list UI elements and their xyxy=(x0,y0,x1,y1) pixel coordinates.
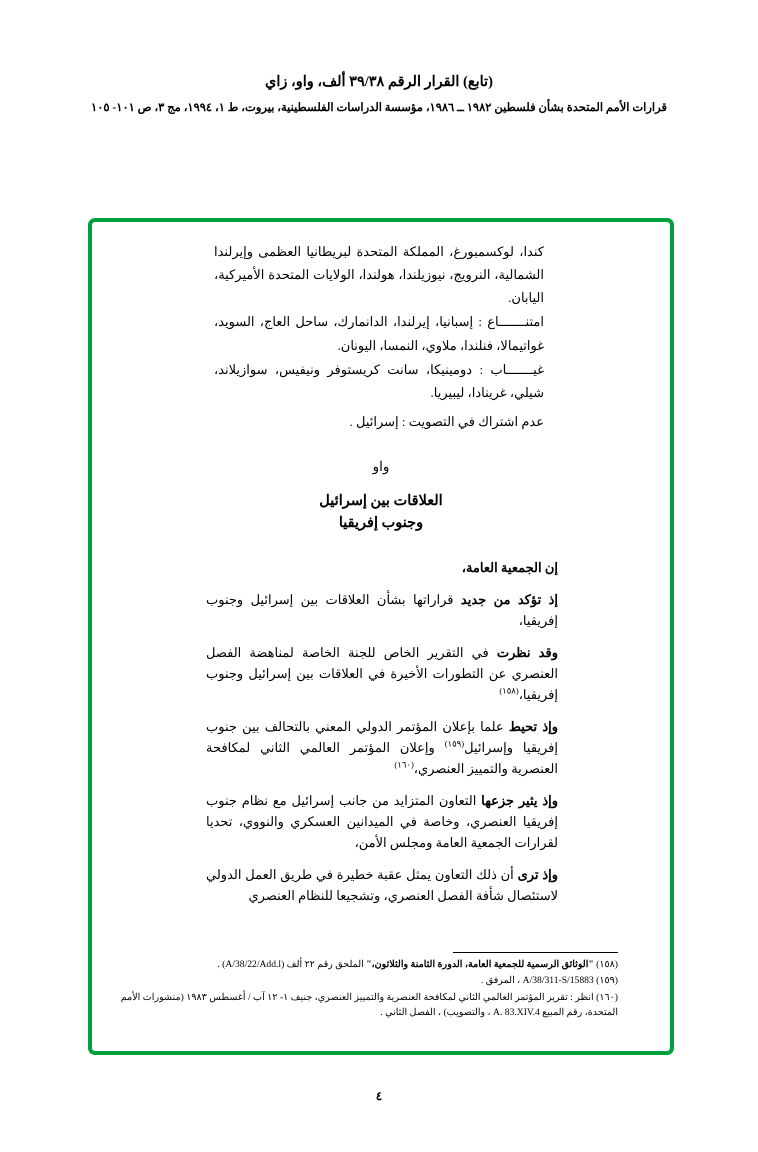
page-header xyxy=(0,74,758,114)
preambular-paragraph xyxy=(206,790,558,853)
section-letter: واو xyxy=(372,459,390,474)
preambular-paragraph xyxy=(206,864,558,906)
footnote-ref: (١٦٠) xyxy=(394,759,414,770)
footnote-item xyxy=(98,991,618,1021)
absent-countries: دومينيكا، سانت كريستوفر ونيفيس، سوازيلاند، شيلي، غرينادا، ليبيريا. xyxy=(214,361,544,400)
footnote-text: الملحق رقم ٢٢ ألف (A/38/22/Add.l) . xyxy=(217,958,367,970)
paragraph-lead: وإذ يثير جزعها xyxy=(481,792,558,808)
paragraph-lead: إذ تؤكد من جديد xyxy=(460,591,558,607)
footnote-item xyxy=(98,974,618,989)
preambular-paragraph xyxy=(206,642,558,705)
footnote-item xyxy=(98,958,618,973)
vote-non-participation: عدم اشتراك في التصويت : إسرائيل . xyxy=(349,413,544,429)
header-subtitle: قرارات الأمم المتحدة بشأن فلسطين ١٩٨٢ ــ ١٩٨٦، مؤسسة الدراسات الفلسطينية، بيروت، ط ١، ١٩٩٤، مج ٣، ص ١٠١- ١٠٥ xyxy=(91,102,667,114)
vote-in-favour-list: كندا، لوكسمبورغ، المملكة المتحدة لبريطانيا العظمى وإيرلندا الشمالية، النرويج، نيوزيلندا، هولندا، الولايات المتحدة الأميركية، اليابان. xyxy=(214,244,544,306)
assembly-preamble: إن الجمعية العامة، xyxy=(461,559,558,575)
footnote-number: (١٦٠) xyxy=(596,992,618,1004)
page-number: ٤ xyxy=(375,1089,383,1103)
document-page xyxy=(0,74,758,1152)
resolution-body xyxy=(206,557,558,907)
preambular-paragraph xyxy=(206,589,558,631)
preambular-paragraph xyxy=(206,716,558,779)
footnote-number: (١٥٨) xyxy=(596,958,618,970)
footnote-source: "الوثائق الرسمية للجمعية العامة، الدورة الثامنة والثلاثون،" xyxy=(366,958,594,970)
paragraph-lead: وإذ ترى xyxy=(517,867,558,883)
paragraph-text: في التقرير الخاص للجنة الخاصة لمناهضة الفصل العنصري عن التطورات الأخيرة في العلاقات بين إسرائيل وجنوب إفريقيا، xyxy=(206,644,558,702)
paragraph-text: التعاون المتزايد من جانب إسرائيل مع نظام جنوب إفريقيا العنصري، وخاصة في الميدانين العسكري والنووي، تحديا لقرارات الجمعية العامة ومجلس الأمن، xyxy=(206,792,558,851)
footnote-separator xyxy=(453,952,618,953)
resolution-title-line-1: العلاقات بين إسرائيل xyxy=(319,493,443,509)
resolution-title xyxy=(118,491,644,535)
footnote-number: (١٥٩) xyxy=(596,975,618,987)
paragraph-text: أن ذلك التعاون يمثل عقبة خطيرة في طريق العمل الدولي لاستئصال شأفة الفصل العنصري، وتشجيعا للنظام العنصري xyxy=(206,867,558,904)
header-title: (تابع) القرار الرقم ٣٩/٣٨ ألف، واو، زاي xyxy=(265,74,493,90)
footnote-text: انظر : تقرير المؤتمر العالمي الثاني لمكافحة العنصرية والتمييز العنصري، جنيف ١- ١٢ آب / أغسطس ١٩٨٣ (منشورات الأمم المتحدة، رقم المبيع A. 83.XIV.4 ، والتصويب) ، الفصل الثاني . xyxy=(120,992,618,1019)
footnotes-section xyxy=(98,952,618,1023)
absent-label: غيـــــــاب : xyxy=(479,361,544,377)
footnote-ref: (١٥٩) xyxy=(444,738,465,749)
paragraph-lead: وإذ تحيط xyxy=(508,718,559,734)
voting-record xyxy=(214,240,544,433)
abstain-countries: إسبانيا، إيرلندا، الدانمارك، ساحل العاج، السويد، غواتيمالا، فنلندا، ملاوي، النمسا، اليونان. xyxy=(214,314,544,353)
paragraph-text: قراراتها بشأن العلاقات بين إسرائيل وجنوب إفريقيا، xyxy=(206,591,558,628)
abstain-label: امتنـــــــاع : xyxy=(478,314,544,330)
vote-abstentions xyxy=(214,310,544,356)
resolution-title-line-2: وجنوب إفريقيا xyxy=(338,514,424,531)
footnote-text: A/38/311-S/15883 ، المرفق . xyxy=(480,975,594,987)
paragraph-text-continued: وإعلان المؤتمر العالمي الثاني لمكافحة العنصرية والتمييز العنصري، xyxy=(206,739,558,776)
paragraph-text: علما بإعلان المؤتمر الدولي المعني بالتحالف بين جنوب إفريقيا وإسرائيل xyxy=(206,718,559,755)
paragraph-lead: وقد نظرت xyxy=(496,644,558,660)
footnote-ref: (١٥٨) xyxy=(499,685,519,696)
green-border-frame xyxy=(88,218,674,1055)
frame-content xyxy=(118,240,644,1037)
vote-absent xyxy=(214,358,544,404)
